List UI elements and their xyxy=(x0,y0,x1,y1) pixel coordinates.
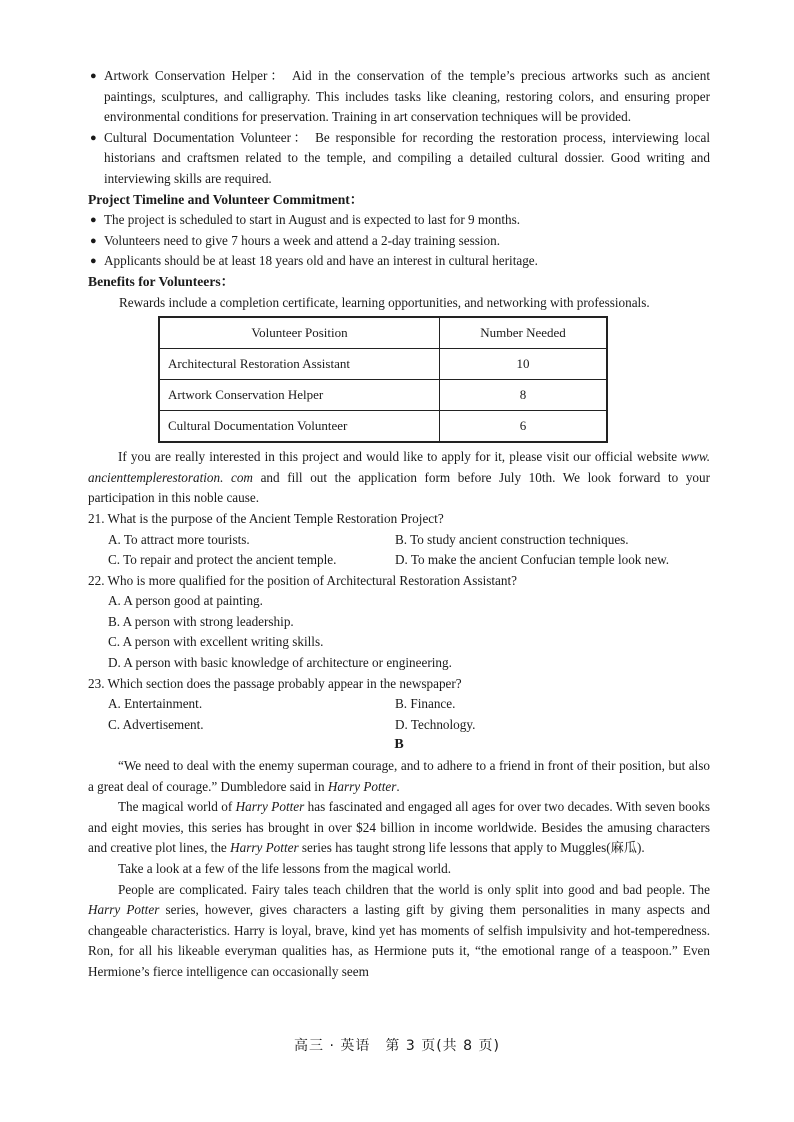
closing-paragraph xyxy=(88,447,710,509)
role-text: Aid in the conservation of the temple’s precious artworks such as ancient paintings, sculptures, and calligraphy. This includes tasks like cleaning, restoring colors, and ensuring proper environmental conditions for preservation. Training in art conservation techniques will be provided. xyxy=(104,68,710,125)
table-cell: Artwork Conservation Helper xyxy=(159,380,440,411)
passage-b-paragraph xyxy=(88,756,710,797)
option-d: D. To make the ancient Confucian temple look new. xyxy=(395,552,670,568)
question-options xyxy=(88,530,710,571)
timeline-text: The project is scheduled to start in August and is expected to last for 9 months. xyxy=(104,212,521,228)
book-title: Harry Potter xyxy=(327,778,397,794)
option-a: A. Entertainment. xyxy=(108,696,203,712)
role-bullet-documentation: ● Cultural Documentation Volunteer： Be responsible for recording the restoration process, interviewing local historians and craftsmen related to the temple, and compiling a detailed cultural dossier. Good writing and interviewing skills are required. xyxy=(90,129,710,186)
question-23 xyxy=(88,674,710,736)
table-cell: 6 xyxy=(440,411,608,443)
timeline-heading: Project Timeline and Volunteer Commitment： xyxy=(88,191,364,207)
option-a: A. To attract more tourists. xyxy=(108,531,250,547)
table-cell: 10 xyxy=(440,349,608,380)
paragraph-text: . xyxy=(396,778,400,794)
option-c: C. Advertisement. xyxy=(108,716,204,732)
option-b: B. A person with strong leadership. xyxy=(108,613,294,629)
table-header: Volunteer Position xyxy=(159,317,440,349)
bullet-icon: ● xyxy=(90,214,97,227)
timeline-bullet xyxy=(88,210,710,231)
bullet-icon: ● xyxy=(90,234,97,247)
paragraph-text: “We need to deal with the enemy superman courage, and to adhere to a friend in front of their position, but also a great deal of courage.” Dumbledore said in xyxy=(88,758,710,794)
paragraph-text: The magical world of xyxy=(118,799,236,815)
question-22 xyxy=(88,571,710,674)
benefits-heading: Benefits for Volunteers： xyxy=(88,273,235,289)
role-title: Artwork Conservation Helper xyxy=(104,68,268,83)
paragraph-text: has fascinated and engaged all ages for over two decades. With seven books and eight movies, this series has brought in over $24 billion in income worldwide. Besides the amusing characters and creative plot lines, the xyxy=(88,799,710,856)
page-footer: 高三 · 英语 第 3 页(共 8 页) xyxy=(294,1038,500,1054)
role-bullet-artwork: ● Artwork Conservation Helper： Aid in the conservation of the temple’s precious artworks such as ancient paintings, sculptures, and calligraphy. This includes tasks like cleaning, restoring colors, and ensuring proper environmental conditions for preservation. Training in art conservation techniques will be provided. xyxy=(90,68,710,125)
table-cell: Architectural Restoration Assistant xyxy=(159,349,440,380)
question-stem: 23. Which section does the passage probably appear in the newspaper? xyxy=(88,675,462,691)
option-c: C. To repair and protect the ancient temple. xyxy=(108,552,337,568)
timeline-text: Volunteers need to give 7 hours a week and attend a 2-day training session. xyxy=(104,232,501,248)
positions-table xyxy=(158,316,608,443)
timeline-bullet xyxy=(88,231,710,252)
section-b-label: B xyxy=(394,737,404,753)
option-b: B. To study ancient construction techniques. xyxy=(395,531,629,547)
passage-b-paragraph xyxy=(88,797,710,859)
exam-page xyxy=(88,66,710,983)
paragraph-text: series has taught strong life lessons that apply to Muggles(麻瓜). xyxy=(298,840,645,856)
timeline-text: Applicants should be at least 18 years old and have an interest in cultural heritage. xyxy=(104,253,538,269)
option-b: B. Finance. xyxy=(395,696,456,712)
paragraph-text: series, however, gives characters a lasting gift by giving them personalities in many aspects and changeable characteristics. Harry is loyal, brave, kind yet has moments of selfish impulsivity and hot-temperedness. Ron, for all his likeable everyman qualities has, as Hermione puts it, “the emotional range of a teaspoon.” Even Hermione’s fierce intelligence can occasionally seem xyxy=(88,902,710,979)
bullet-icon: ● xyxy=(90,131,97,144)
table-row xyxy=(159,349,607,380)
book-title: Harry Potter xyxy=(230,840,299,856)
bullet-icon: ● xyxy=(90,70,97,82)
book-title: Harry Potter xyxy=(88,902,160,918)
book-title: Harry Potter xyxy=(235,799,305,815)
role-title: Cultural Documentation Volunteer xyxy=(104,129,291,145)
option-d: D. A person with basic knowledge of architecture or engineering. xyxy=(108,655,452,671)
closing-text: and fill out the application form before July 10th. We look forward to your participation in this noble cause. xyxy=(88,469,710,506)
bullet-icon: ● xyxy=(90,255,97,268)
passage-b-paragraph xyxy=(88,880,710,983)
question-stem: 21. What is the purpose of the Ancient Temple Restoration Project? xyxy=(88,510,444,526)
table-row xyxy=(159,411,607,443)
option-c: C. A person with excellent writing skills. xyxy=(108,634,324,650)
option-d: D. Technology. xyxy=(395,716,476,732)
question-stem: 22. Who is more qualified for the position of Architectural Restoration Assistant? xyxy=(88,572,517,588)
option-a: A. A person good at painting. xyxy=(108,593,263,609)
table-cell: 8 xyxy=(440,380,608,411)
role-text: Be responsible for recording the restoration process, interviewing local historians and craftsmen related to the temple, and compiling a detailed cultural dossier. Good writing and interviewing skills are required. xyxy=(104,129,710,186)
passage-b-paragraph: Take a look at a few of the life lessons from the magical world. xyxy=(118,861,452,876)
table-row xyxy=(159,380,607,411)
timeline-bullet xyxy=(88,251,710,272)
benefits-text: Rewards include a completion certificate, learning opportunities, and networking with professionals. xyxy=(119,294,650,310)
question-options xyxy=(88,694,710,735)
question-21 xyxy=(88,509,710,571)
paragraph-text: People are complicated. Fairy tales teach children that the world is only split into good and bad people. The xyxy=(118,881,710,897)
table-header: Number Needed xyxy=(440,317,608,349)
table-header-row xyxy=(159,317,607,349)
table-cell: Cultural Documentation Volunteer xyxy=(159,411,440,443)
closing-text: If you are really interested in this project and would like to apply for it, please visit our official website xyxy=(118,449,682,465)
website-link: www. ancienttemplerestoration. com xyxy=(88,449,710,485)
